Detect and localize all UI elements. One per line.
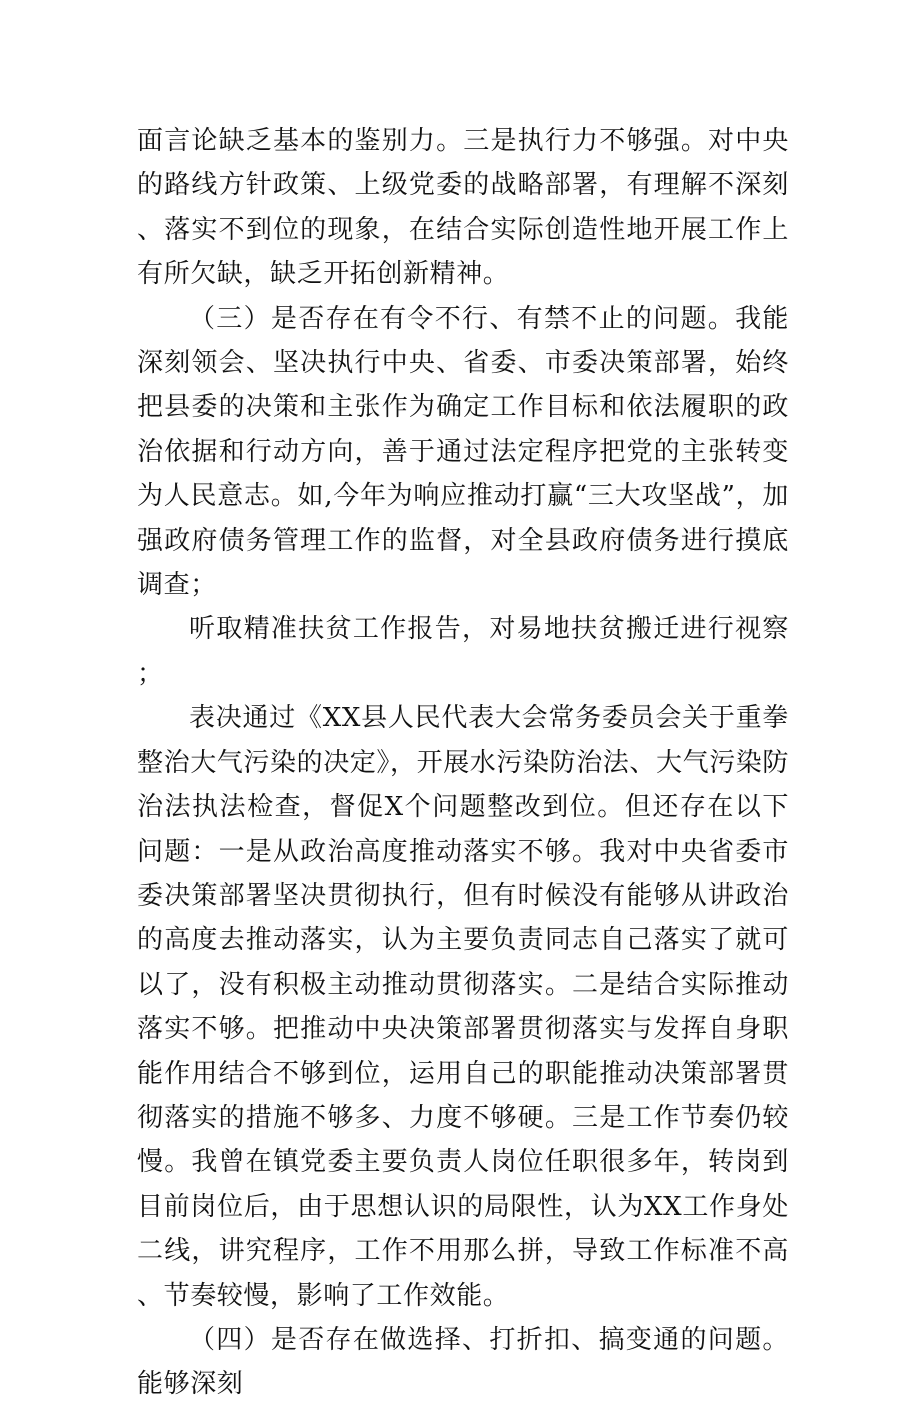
paragraph-4: 表决通过《XX县人民代表大会常务委员会关于重拳整治大气污染的决定》，开展水污染防治法、大气污染防治法执法检查，督促X个问题整改到位。但还存在以下问题：一是从政治高度推动落实不够。我对中央省委市委决策部署坚决贯彻执行，但有时候没有能够从讲政治的高度去推动落实，认为主要负责同志自己落实了就可以了，没有积极主动推动贯彻落实。二是结合实际推动落实不够。把推动中央决策部署贯彻落实与发挥自身职能作用结合不够到位，运用自己的职能推动决策部署贯彻落实的措施不够多、力度不够硬。三是工作节奏仍较慢。我曾在镇党委主要负责人岗位任职很多年，转岗到目前岗位后，由于思想认识的局限性，认为XX工作身处二线，讲究程序，工作不用那么拼，导致工作标准不高、节奏较慢，影响了工作效能。 <box>137 703 790 1311</box>
paragraph-5-section-four: （四）是否存在做选择、打折扣、搞变通的问题。能够深刻 <box>137 1324 789 1400</box>
paragraph-1: 面言论缺乏基本的鉴别力。三是执行力不够强。对中央的路线方针政策、上级党委的战略部署，有理解不深刻、落实不到位的现象，在结合实际创造性地开展工作上有所欠缺，缺乏开拓创新精神。 <box>137 126 789 290</box>
paragraph-2-section-three: （三）是否存在有令不行、有禁不止的问题。我能深刻领会、坚决执行中央、省委、市委决策部署，始终把县委的决策和主张作为确定工作目标和依法履职的政治依据和行动方向，善于通过法定程序把党的主张转变为人民意志。如,今年为响应推动打赢“三大攻坚战”，加强政府债务管理工作的监督，对全县政府债务进行摸底调查； <box>137 303 789 601</box>
paragraph-3: 听取精准扶贫工作报告，对易地扶贫搬迁进行视察； <box>137 614 789 689</box>
document-body <box>137 119 789 1407</box>
